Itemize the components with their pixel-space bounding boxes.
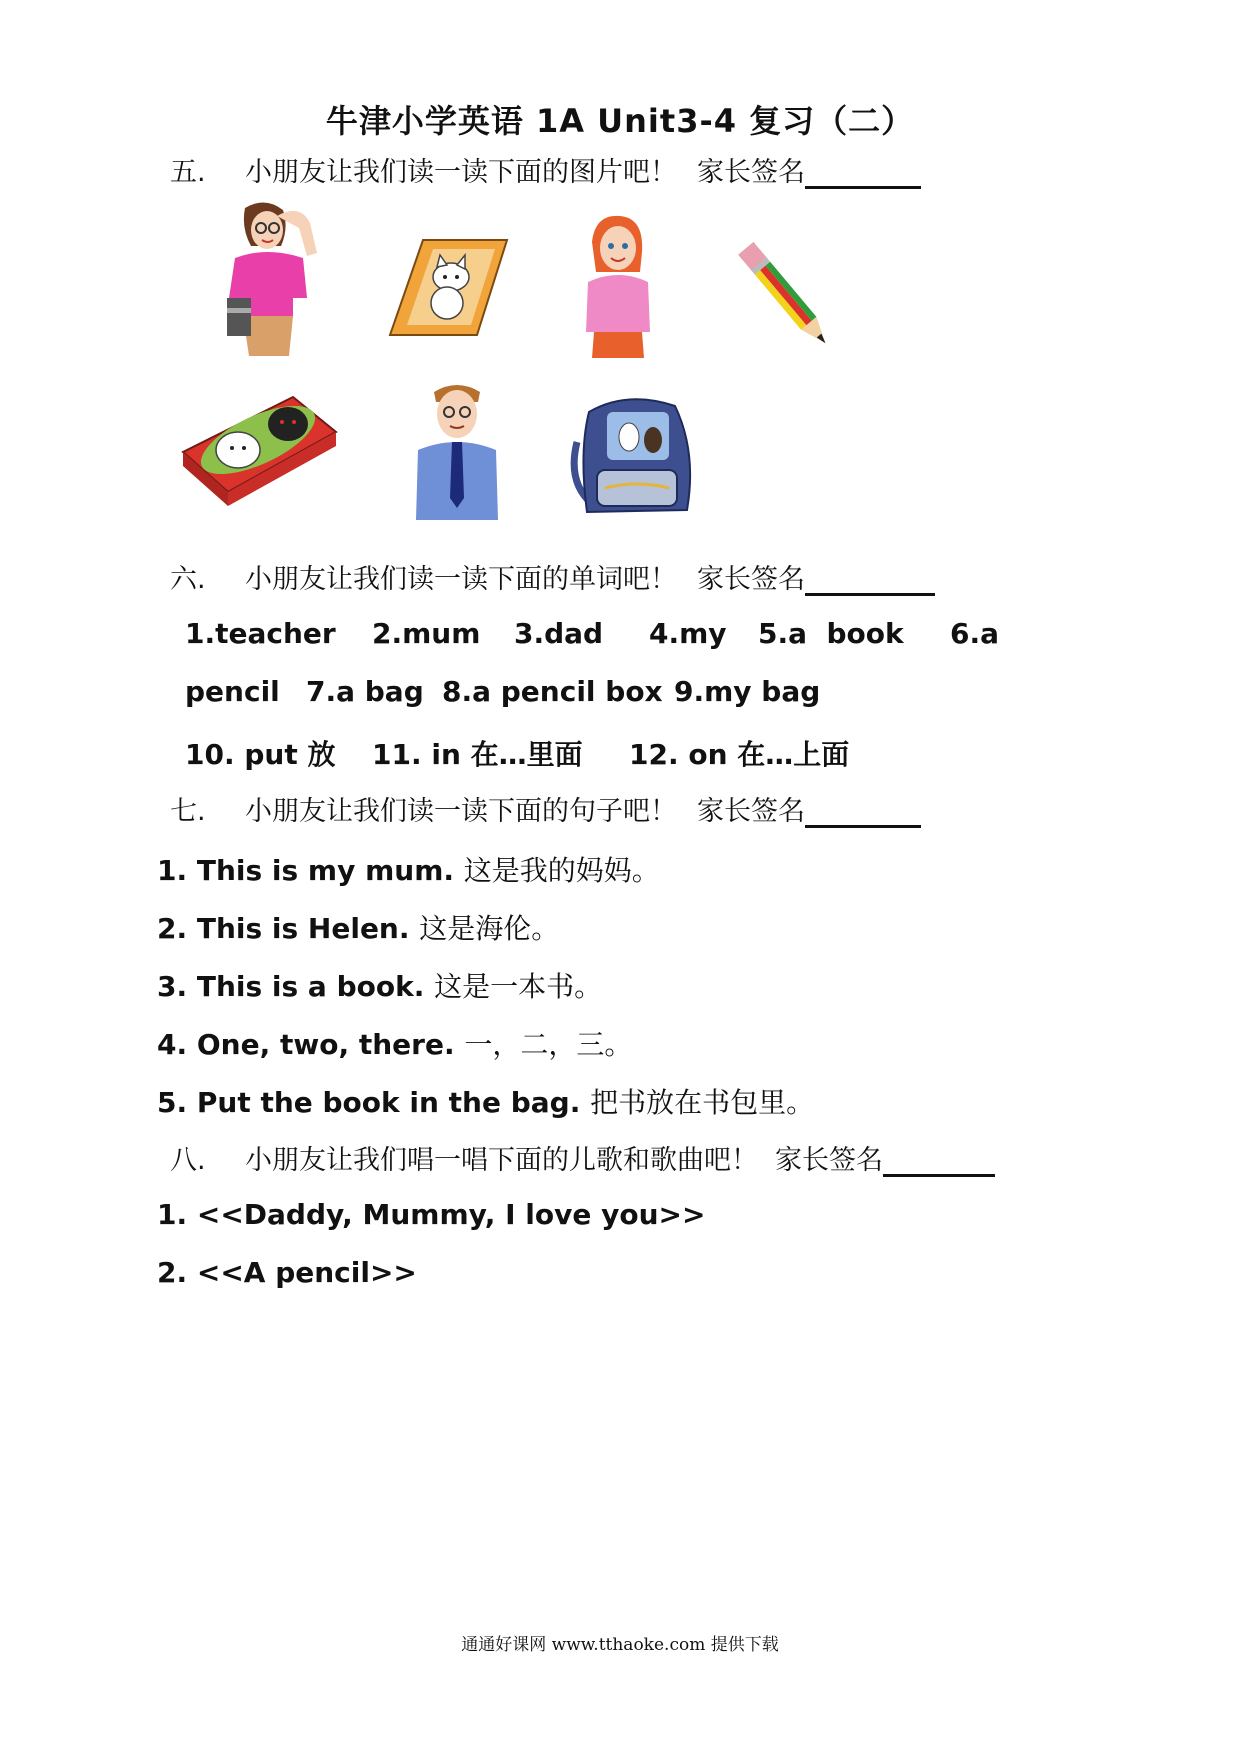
signature-field	[697, 557, 935, 596]
signature-line[interactable]	[805, 799, 921, 828]
signature-field	[697, 150, 921, 189]
sentence-cn: 一，二，三。	[464, 1028, 633, 1061]
section-number: 七.	[170, 796, 206, 827]
sentence-cn: 这是一本书。	[434, 970, 603, 1003]
sentence-en: 2. This is Helen.	[157, 912, 410, 945]
signature-line[interactable]	[805, 567, 935, 596]
signature-line[interactable]	[883, 1148, 995, 1177]
section-5-header	[170, 150, 677, 189]
song-item: 2. <<A pencil>>	[157, 1256, 417, 1289]
sentence-cn: 这是我的妈妈。	[463, 854, 660, 887]
section-number: 五.	[170, 157, 206, 188]
section-7-header	[170, 789, 677, 828]
signature-line[interactable]	[805, 160, 921, 189]
sentence-item	[157, 1081, 814, 1121]
section-number: 六.	[170, 564, 206, 595]
word-item: 12. on 在…上面	[629, 738, 850, 771]
word-item: 3.dad	[514, 617, 604, 650]
section-8-header	[170, 1138, 758, 1177]
signature-field	[775, 1138, 995, 1177]
sentence-en: 5. Put the book in the bag.	[157, 1086, 581, 1119]
sentence-item	[157, 1023, 632, 1063]
song-item: 1. <<Daddy, Mummy, I love you>>	[157, 1198, 706, 1231]
sentence-cn: 这是海伦。	[419, 912, 560, 945]
page-title: 牛津小学英语 1A Unit3-4 复习（二）	[325, 102, 915, 140]
word-item: 4.my	[649, 617, 727, 650]
pencil-box-icon	[178, 392, 338, 507]
word-item: 2.mum	[372, 617, 481, 650]
section-number: 八.	[170, 1145, 206, 1176]
section-instruction: 小朋友让我们读一读下面的图片吧！	[245, 157, 677, 188]
sentence-en: 1. This is my mum.	[157, 854, 455, 887]
word-item: 6.a	[950, 617, 1000, 650]
dad-icon	[412, 378, 502, 523]
word-item: pencil	[185, 675, 280, 708]
sentence-cn: 把书放在书包里。	[590, 1086, 815, 1119]
word-item: 1.teacher	[185, 617, 336, 650]
sentence-en: 3. This is a book.	[157, 970, 425, 1003]
signature-label: 家长签名	[697, 564, 805, 595]
sentence-item	[157, 849, 660, 889]
word-item: 10. put 放	[185, 738, 336, 771]
signature-field	[697, 789, 921, 828]
sentence-item	[157, 907, 559, 947]
section-instruction: 小朋友让我们读一读下面的句子吧！	[245, 796, 677, 827]
word-item: 7.a bag	[306, 675, 424, 708]
signature-label: 家长签名	[697, 157, 805, 188]
book-icon	[385, 235, 510, 340]
mum-icon	[580, 212, 655, 362]
teacher-icon	[215, 198, 330, 358]
sentence-item	[157, 965, 602, 1005]
word-item: 9.my bag	[674, 675, 821, 708]
word-item: 11. in 在…里面	[372, 738, 583, 771]
word-item: 8.a pencil box	[442, 675, 663, 708]
section-instruction: 小朋友让我们读一读下面的单词吧！	[245, 564, 677, 595]
sentence-en: 4. One, two, there.	[157, 1028, 455, 1061]
section-instruction: 小朋友让我们唱一唱下面的儿歌和歌曲吧！	[245, 1145, 758, 1176]
signature-label: 家长签名	[697, 796, 805, 827]
word-item: 5.a book	[758, 617, 904, 650]
pencil-icon	[735, 236, 835, 354]
school-bag-icon	[567, 392, 702, 517]
section-6-header	[170, 557, 677, 596]
signature-label: 家长签名	[775, 1145, 883, 1176]
footer-text: 通通好课网 www.tthaoke.com 提供下载	[461, 1635, 779, 1655]
